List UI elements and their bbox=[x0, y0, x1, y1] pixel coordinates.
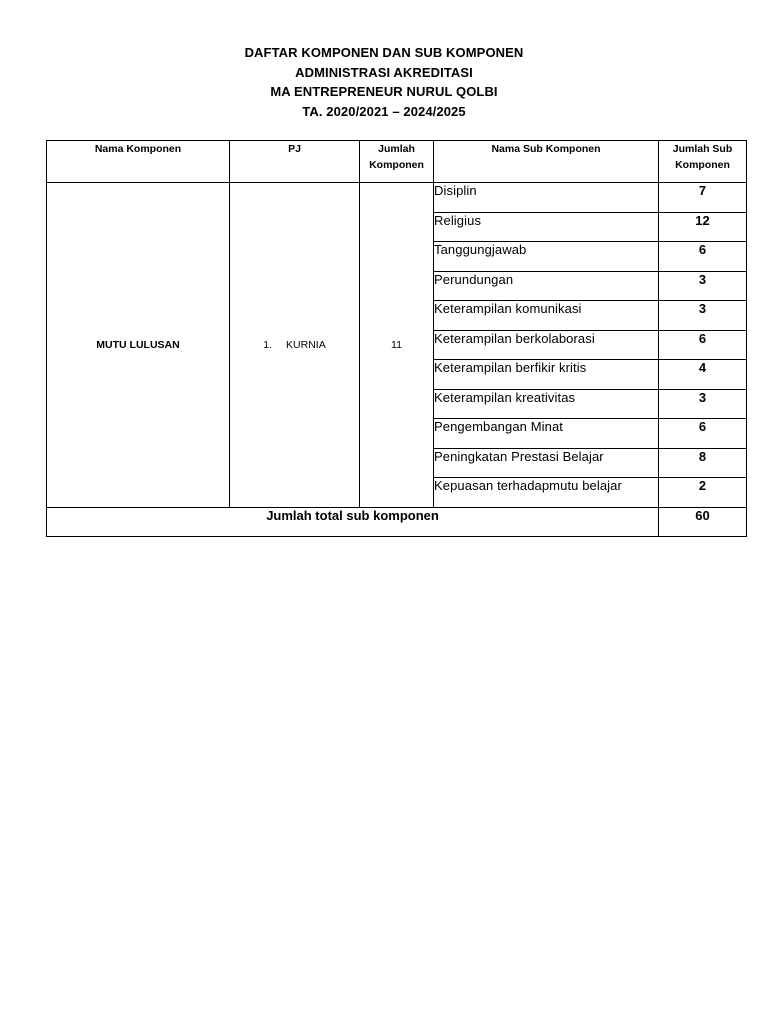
header-nama-sub-komponen: Nama Sub Komponen bbox=[434, 141, 659, 183]
header-jumlah-sub-komponen bbox=[659, 141, 747, 183]
total-row bbox=[47, 507, 747, 536]
sub-komponen-name: Religius bbox=[434, 212, 659, 242]
sub-komponen-name: Disiplin bbox=[434, 183, 659, 213]
jumlah-komponen-cell: 11 bbox=[360, 183, 434, 508]
title-line-2: ADMINISTRASI AKREDITASI bbox=[295, 64, 473, 80]
header-row bbox=[47, 141, 747, 183]
pj-name: KURNIA bbox=[286, 338, 326, 351]
sub-komponen-count: 2 bbox=[659, 478, 747, 508]
sub-komponen-count: 3 bbox=[659, 271, 747, 301]
sub-komponen-count: 3 bbox=[659, 389, 747, 419]
total-value: 60 bbox=[659, 507, 747, 536]
title-line-1: DAFTAR KOMPONEN DAN SUB KOMPONEN bbox=[244, 45, 524, 60]
sub-komponen-count: 3 bbox=[659, 301, 747, 331]
title-line-3: MA ENTREPRENEUR NURUL QOLBI bbox=[270, 84, 498, 99]
sub-komponen-name: Keterampilan berfikir kritis bbox=[434, 360, 659, 390]
title-line-4: TA. 2020/2021 – 2024/2025 bbox=[302, 103, 466, 119]
total-label: Jumlah total sub komponen bbox=[47, 507, 659, 536]
header-nama-komponen: Nama Komponen bbox=[47, 141, 230, 183]
sub-komponen-count: 6 bbox=[659, 242, 747, 272]
table-row bbox=[47, 183, 747, 213]
pj-cell bbox=[230, 183, 360, 508]
sub-komponen-name: Keterampilan komunikasi bbox=[434, 301, 659, 331]
sub-komponen-count: 6 bbox=[659, 419, 747, 449]
sub-komponen-name: Keterampilan berkolaborasi bbox=[434, 330, 659, 360]
header-jumlah-komponen-line1: Jumlah bbox=[378, 143, 415, 155]
sub-komponen-name: Peningkatan Prestasi Belajar bbox=[434, 448, 659, 478]
sub-komponen-name: Perundungan bbox=[434, 271, 659, 301]
header-jumlah-komponen-line2: Komponen bbox=[369, 159, 424, 171]
header-jumlah-komponen bbox=[360, 141, 434, 183]
document-title bbox=[0, 43, 768, 121]
header-jumlah-sub-komponen-line1: Jumlah Sub bbox=[672, 143, 733, 155]
sub-komponen-count: 8 bbox=[659, 448, 747, 478]
sub-komponen-count: 6 bbox=[659, 330, 747, 360]
sub-komponen-name: Pengembangan Minat bbox=[434, 419, 659, 449]
komponen-name-cell: MUTU LULUSAN bbox=[47, 183, 230, 508]
sub-komponen-count: 12 bbox=[659, 212, 747, 242]
header-pj: PJ bbox=[230, 141, 360, 183]
sub-komponen-count: 7 bbox=[659, 183, 747, 213]
pj-number: 1. bbox=[263, 338, 273, 351]
component-table bbox=[46, 140, 747, 537]
sub-komponen-name: Keterampilan kreativitas bbox=[434, 389, 659, 419]
sub-komponen-count: 4 bbox=[659, 360, 747, 390]
sub-komponen-name: Kepuasan terhadapmutu belajar bbox=[434, 478, 659, 508]
sub-komponen-name: Tanggungjawab bbox=[434, 242, 659, 272]
header-jumlah-sub-komponen-line2: Komponen bbox=[675, 159, 730, 171]
